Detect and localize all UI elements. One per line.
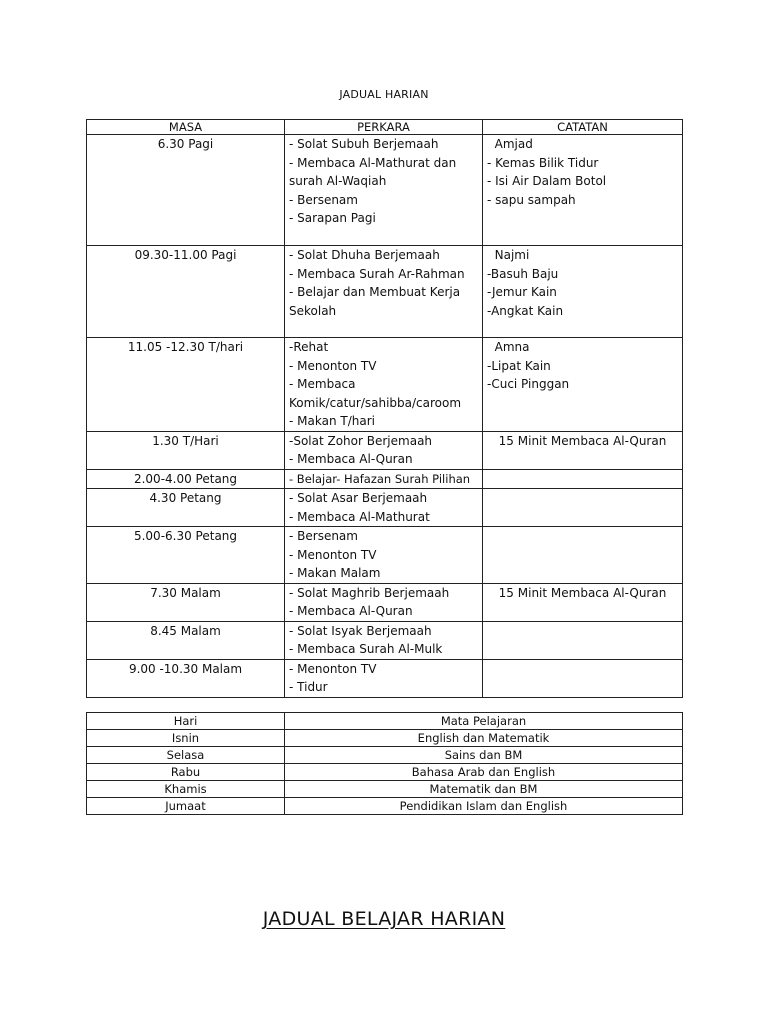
header-hari: Hari xyxy=(87,713,285,730)
activity-line: - Menonton TV xyxy=(289,358,377,373)
activity-line: - Solat Subuh Berjemaah xyxy=(289,137,439,151)
note-line: -Basuh Baju xyxy=(487,266,559,281)
catatan-cell xyxy=(483,246,683,338)
note-line: -Jemur Kain xyxy=(487,285,557,299)
page-title: JADUAL HARIAN xyxy=(339,88,429,101)
masa-cell: 4.30 Petang xyxy=(87,489,285,527)
activity-line: - Membaca Surah Ar-Rahman xyxy=(289,266,465,281)
masa-cell: 9.00 -10.30 Malam xyxy=(87,659,285,697)
perkara-cell xyxy=(285,659,483,697)
table-row xyxy=(87,621,683,659)
subject-cell: Pendidikan Islam dan English xyxy=(285,798,683,815)
table-row xyxy=(87,431,683,469)
catatan-cell xyxy=(483,469,683,489)
perkara-cell xyxy=(285,621,483,659)
table-row xyxy=(87,469,683,489)
masa-cell: 2.00-4.00 Petang xyxy=(87,469,285,489)
activity-line: - Membaca Al-Quran xyxy=(289,452,413,466)
activity-line: - Belajar- Hafazan Surah Pilihan xyxy=(289,471,471,486)
header-catatan: CATATAN xyxy=(483,120,683,135)
perkara-cell xyxy=(285,469,483,489)
hari-cell: Rabu xyxy=(87,764,285,781)
activity-line: Sekolah xyxy=(289,303,337,318)
masa-cell: 7.30 Malam xyxy=(87,583,285,621)
perkara-cell xyxy=(285,527,483,584)
activity-line: - Tidur xyxy=(289,680,328,694)
note-line: Amjad xyxy=(487,137,533,151)
catatan-cell xyxy=(483,135,683,246)
table-row xyxy=(87,730,683,747)
activity-line: - Bersenam xyxy=(289,529,358,543)
activity-line: - Membaca Surah Al-Mulk xyxy=(289,642,443,656)
perkara-cell xyxy=(285,489,483,527)
note-line: - Isi Air Dalam Botol xyxy=(487,174,607,188)
daily-schedule-table xyxy=(86,119,683,698)
catatan-cell xyxy=(483,489,683,527)
catatan-cell xyxy=(483,527,683,584)
activity-line: - Membaca xyxy=(289,377,356,391)
table-row xyxy=(87,489,683,527)
activity-line: - Bersenam xyxy=(289,192,358,207)
hari-cell: Khamis xyxy=(87,781,285,798)
hari-cell: Jumaat xyxy=(87,798,285,815)
catatan-cell xyxy=(483,431,683,469)
perkara-cell xyxy=(285,246,483,338)
masa-cell: 8.45 Malam xyxy=(87,621,285,659)
perkara-cell xyxy=(285,338,483,432)
activity-line: - Solat Dhuha Berjemaah xyxy=(289,248,440,262)
activity-line: - Solat Asar Berjemaah xyxy=(289,491,428,505)
note-line: Najmi xyxy=(487,248,530,262)
note-line: Amna xyxy=(487,340,530,354)
note-line: - Kemas Bilik Tidur xyxy=(487,155,599,170)
table-row xyxy=(87,583,683,621)
activity-line: - Membaca Al-Mathurat dan xyxy=(289,155,457,170)
table-row xyxy=(87,246,683,338)
footer-title: JADUAL BELAJAR HARIAN xyxy=(262,908,506,930)
table-row xyxy=(87,135,683,246)
activity-line: - Makan T/hari xyxy=(289,414,375,428)
subject-cell: Bahasa Arab dan English xyxy=(285,764,683,781)
masa-cell: 09.30-11.00 Pagi xyxy=(87,246,285,338)
note-line: 15 Minit Membaca Al-Quran xyxy=(498,585,667,600)
activity-line: - Membaca Al-Mathurat xyxy=(289,509,430,524)
table-row xyxy=(87,764,683,781)
activity-line: - Membaca Al-Quran xyxy=(289,604,413,618)
table-row xyxy=(87,747,683,764)
masa-cell: 11.05 -12.30 T/hari xyxy=(87,338,285,432)
masa-cell: 6.30 Pagi xyxy=(87,135,285,246)
catatan-cell xyxy=(483,621,683,659)
note-line: -Angkat Kain xyxy=(487,303,564,318)
catatan-cell xyxy=(483,583,683,621)
activity-line: - Solat Maghrib Berjemaah xyxy=(289,585,450,600)
masa-cell: 1.30 T/Hari xyxy=(87,431,285,469)
activity-line: surah Al-Waqiah xyxy=(289,174,387,188)
activity-line: -Solat Zohor Berjemaah xyxy=(289,433,433,448)
table-row xyxy=(87,527,683,584)
masa-cell: 5.00-6.30 Petang xyxy=(87,527,285,584)
hari-cell: Selasa xyxy=(87,747,285,764)
hari-cell: Isnin xyxy=(87,730,285,747)
note-line: 15 Minit Membaca Al-Quran xyxy=(498,433,667,448)
activity-line: Komik/catur/sahibba/caroom xyxy=(289,395,462,410)
activity-line: - Belajar dan Membuat Kerja xyxy=(289,285,461,299)
header-masa: MASA xyxy=(87,120,285,135)
subject-cell: English dan Matematik xyxy=(285,730,683,747)
subjects-table xyxy=(86,712,683,815)
activity-line: - Menonton TV xyxy=(289,661,377,676)
note-line: -Lipat Kain xyxy=(487,358,551,373)
subject-cell: Sains dan BM xyxy=(285,747,683,764)
catatan-cell xyxy=(483,659,683,697)
catatan-cell xyxy=(483,338,683,432)
schedule-header-row xyxy=(87,120,683,135)
perkara-cell xyxy=(285,583,483,621)
header-perkara: PERKARA xyxy=(285,120,483,135)
table-row xyxy=(87,338,683,432)
activity-line: -Rehat xyxy=(289,340,329,354)
subject-cell: Matematik dan BM xyxy=(285,781,683,798)
activity-line: - Menonton TV xyxy=(289,547,377,562)
header-mata-pelajaran: Mata Pelajaran xyxy=(285,713,683,730)
activity-line: - Solat Isyak Berjemaah xyxy=(289,623,432,638)
activity-line: - Makan Malam xyxy=(289,566,381,580)
perkara-cell xyxy=(285,135,483,246)
note-line: -Cuci Pinggan xyxy=(487,377,570,391)
perkara-cell xyxy=(285,431,483,469)
table-row xyxy=(87,798,683,815)
activity-line: - Sarapan Pagi xyxy=(289,211,376,225)
table-row xyxy=(87,659,683,697)
note-line: - sapu sampah xyxy=(487,192,576,207)
table-row xyxy=(87,781,683,798)
subjects-header-row xyxy=(87,713,683,730)
